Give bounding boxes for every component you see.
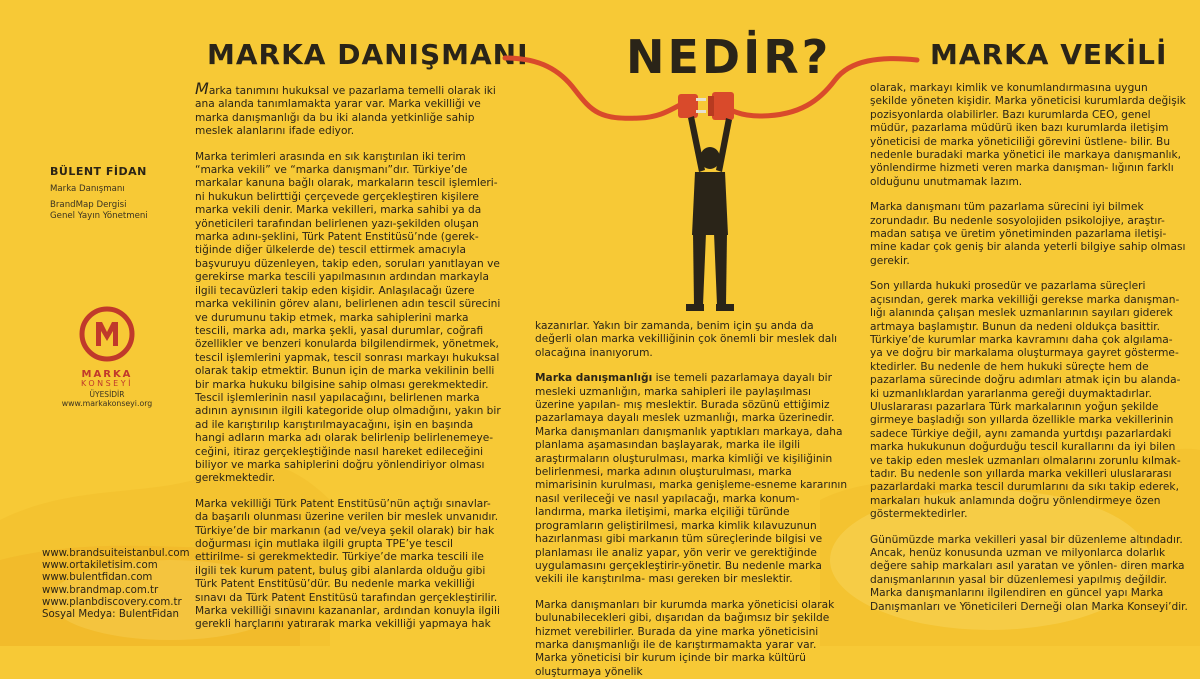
headline-right: MARKA VEKİLİ [930,38,1168,71]
author-name: BÜLENT FİDAN [50,165,147,178]
paragraph: Günümüzde marka vekilleri yasal bir düzenleme altındadır. Ancak, henüz konusunda uzman ve milyonlarca dolarlık değere sahip markaları asıl yaratan ve yönlen- diren marka danışmanlarının yasal bir düzenlemesi yapılmış değildir. Marka danışmanlarını ilgilendiren en güncel yapı Marka Danışmanları ve Yöneticileri Derneği olan Marka Konseyi’dir. [870,533,1188,613]
paragraph: Son yıllarda hukuki prosedür ve pazarlama süreçleri açısından, gerek marka vekilliği gerekse marka danışman- lığı alanında çalışan meslek uzmanlarının sayıları giderek artmaya başlamıştır. Bunun da nedeni oldukça basittir. Türkiye’de kurumlar marka kavramını daha çok algılama- ya ve doğru bir markalama oluşturmaya gayret gösterme- ktedirler. Bu nedenle de hem hukuki süreçte hem de pazarlama sürecinde doğru adımları atmak için bu alanda- ki uzmanlıklardan yararlanma gereği duymaktadırlar. Uluslararası pazarlara Türk markalarının yoğun şekilde girmeye başladığı son yıllarda özellikle marka vekillerinin sadece Türkiye değil, aynı zamanda yurtdışı pazarlardaki marka hukukunun doğurduğu tescil kurallarını da iyi bilen ve takip eden meslek uzmanları olmalarını zorunlu kılmak- tadır. Bu nedenle son yıllarda marka vekilleri uluslararası pazarlardaki marka tescil durumlarını da sıkı takip ederek, markaları hukuk anlamında doğru yönlendirmeye özen göstermektedirler. [870,280,1181,521]
paragraph-text: ise temeli pazarlamaya dayalı bir mesleki uzmanlığın, marka sahipleri ile paylaşılması üzerine yapılan- mış meslektir. Burada sözünü ettiğimiz pazarlamaya dayalı meslek uzmanlığı, marka üzerinedir. Marka danışmanları danışmanlık yaptıkları markaya, daha planlama aşamasından başlayarak, marka ile ilgili araştırmaların oluşturulması, marka kimliği ve kişiliğinin belirlenmesi, marka adının oluşturulması, marka mimarisinin kurulması, marka genişleme-esneme kararının nasıl verileceği ve nasıl yapılacağı, marka konum- landırma, marka iletişimi, marka elçiliği türünde programların geliştirilmesi, marka kimlik kılavuzunun hazırlanması gibi markanın tüm süreçlerinde bilgisi ve planlaması ile analiz yapar, yön verir ve gerektiğinde uygulamasını gerçekleştirir-yönetir. Bu nedenle marka vekili ile karıştırılma- ması gereken bir meslektir. [535,372,848,586]
marka-konseyi-logo [52,305,162,408]
author-role: Marka Danışmanı [50,184,125,194]
paragraph: Marka danışmanı tüm pazarlama sürecini iyi bilmek zorundadır. Bu nedenle sosyolojiden psikolojiye, araştır- madan satışa ve üretim yönetiminden pazarlama iletişi- mine kadar çok geniş bir alanda yeterli bilgiye sahip olması gerekir. [870,201,1186,267]
link-item[interactable]: www.bulentfidan.com [42,572,153,584]
article-column-3 [870,82,1188,634]
marka-konseyi-logo-icon [78,305,136,363]
paragraph: Marka vekilliği Türk Patent Enstitüsü’nün açtığı sınavlar- da başarılı olunması üzerine verilen bir meslek unvanıdır. Türkiye’de bir markanın (ad ve/veya şekil olarak) bir hak doğurması için mutlaka ilgili grupta TPE’ye tescil ettirilme- si gerekmektedir. Türkiye’de marka tescili ile ilgili tek kurum patent, buluş gibi alanlarda olduğu gibi Türk Patent Enstitüsü’dür. Bu nedenle marka vekilliği sınavı da Türk Patent Enstitüsü tarafından gerçekleştirilir. Marka vekilliği sınavını kazananlar, ardından konuyla ilgili gerekli harçlarını yatırarak marka vekilliği yapmaya hak [195,497,500,631]
bold-term: Marka danışmanlığı [535,372,653,385]
logo-brand-line2: KONSEYİ [81,379,133,388]
link-item[interactable]: www.ortakiletisim.com [42,560,158,572]
logo-member-text: ÜYESİDİR [89,390,125,399]
paragraph [535,372,852,587]
paragraph: olarak, markayı kimlik ve konumlandırmasına uygun şekilde yöneten kişidir. Marka yöneticisi kurumlarda değişik pozisyonlarda olabilirler. Bazı kurumlarda CEO, genel müdür, pazarlama müdürü iken bazı kurumlarda iletişim yöneticisi de marka yöneticiliği görevini üstlene- bilir. Bu nedenle buradaki marka yönetici ile markaya danışmanlık, yönlendirme hizmeti veren marka danışman- lığının farklı olduğunu unutmamak lazım. [870,82,1186,188]
author-publication-line2: Genel Yayın Yönetmeni [50,211,148,221]
paragraph: Marka terimleri arasında en sık karıştırılan iki terim “marka vekili” ve “marka danışmanı”dır. Türkiye’de markalar kanuna bağlı olarak, markaların tescil işlemleri- ni hukukun belirttiği çerçevede gerçekleştiren kişilere marka vekili denir. Marka vekilleri, marka sahibi ya da yöneticileri tarafından belirlenen yazı-şekilden oluşan marka adını-şeklini, Türk Patent Enstitüsü’nde (gerek- tiğinde diğer ülkelerde de) tescil ettirmek amacıyla başvuruyu düzenleyen, takip eden, soruları yanıtlayan ve gerekirse marka tescili yapılmasının ardından markayla ilgili tecavüzleri takip eden kişidir. Anlaşılacağı üzere marka vekilinin görev alanı, belirlenen adın tescil sürecini ve durumunu takip etmek, marka sahiplerini marka tescili, marka adı, marka şekli, yasal durumlar, coğrafi özellikler ve benzeri konularda bilgilendirmek, yönetmek, tescil işlemlerini yapmak, tescil sonrası markayı hukuksal olarak takip etmektir. Bunun için de marka vekilinin belli bir marka hukuku bilgisine sahip olması gerekmektedir. Tescil işlemlerinin nasıl yapılacağını, belirlenen marka adının aynısının ilgili kategoride olup olmadığını, yakın bir ad ile karıştırılıp karıştırılmayacağını, işin en başında hangi adların marka adı olarak belirlenip belirlenemeye- ceğini, itiraz gerçekleştiğinde nasıl hareket edileceğini biliyor ve marka sahiplerini doğru yönlendiriyor olması gerekmektedir. [195,150,501,485]
link-item[interactable]: www.brandmap.com.tr [42,584,159,596]
social-media-line: Sosyal Medya: BulentFidan [42,609,179,621]
links-list [42,548,202,621]
article-column-2 [535,320,852,678]
logo-website: www.markakonseyi.org [61,399,153,408]
link-item[interactable]: www.brandsuiteistanbul.com [42,548,190,559]
paragraph-text: arka tanımını hukuksal ve pazarlama temelli olarak iki ana alanda tanımlamakta yarar var. Marka vekilliği ve marka danışmanlığı da bu iki alanda yetkinliğe sahip meslek alanlarını ifade ediyor. [195,85,496,138]
headline-left: MARKA DANIŞMANI [207,38,529,71]
link-item[interactable]: www.planbdiscovery.com.tr [42,596,182,608]
paragraph [195,79,503,139]
dropcap: M [195,79,209,98]
logo-brand-line1: MARKA [81,369,133,380]
author-publication-line1: BrandMap Dergisi [50,199,127,210]
headline-center: NEDİR? [626,30,832,84]
paragraph: Marka danışmanları bir kurumda marka yöneticisi olarak bulunabilecekleri gibi, dışarıdan da bağımsız bir şekilde hizmet verebilirler. Burada da yine marka yöneticisini marka danışmanlığı ile de karıştırmamakta yarar var. Marka yöneticisi bir kurum içinde bir marka kültürü oluşturmaya yönelik [535,598,835,678]
article-column-1 [195,79,503,634]
paragraph: kazanırlar. Yakın bir zamanda, benim için şu anda da değerli olan marka vekilliğinin çok önemli bir meslek dalı olacağına inanıyorum. [535,320,838,359]
author-block [50,165,190,223]
